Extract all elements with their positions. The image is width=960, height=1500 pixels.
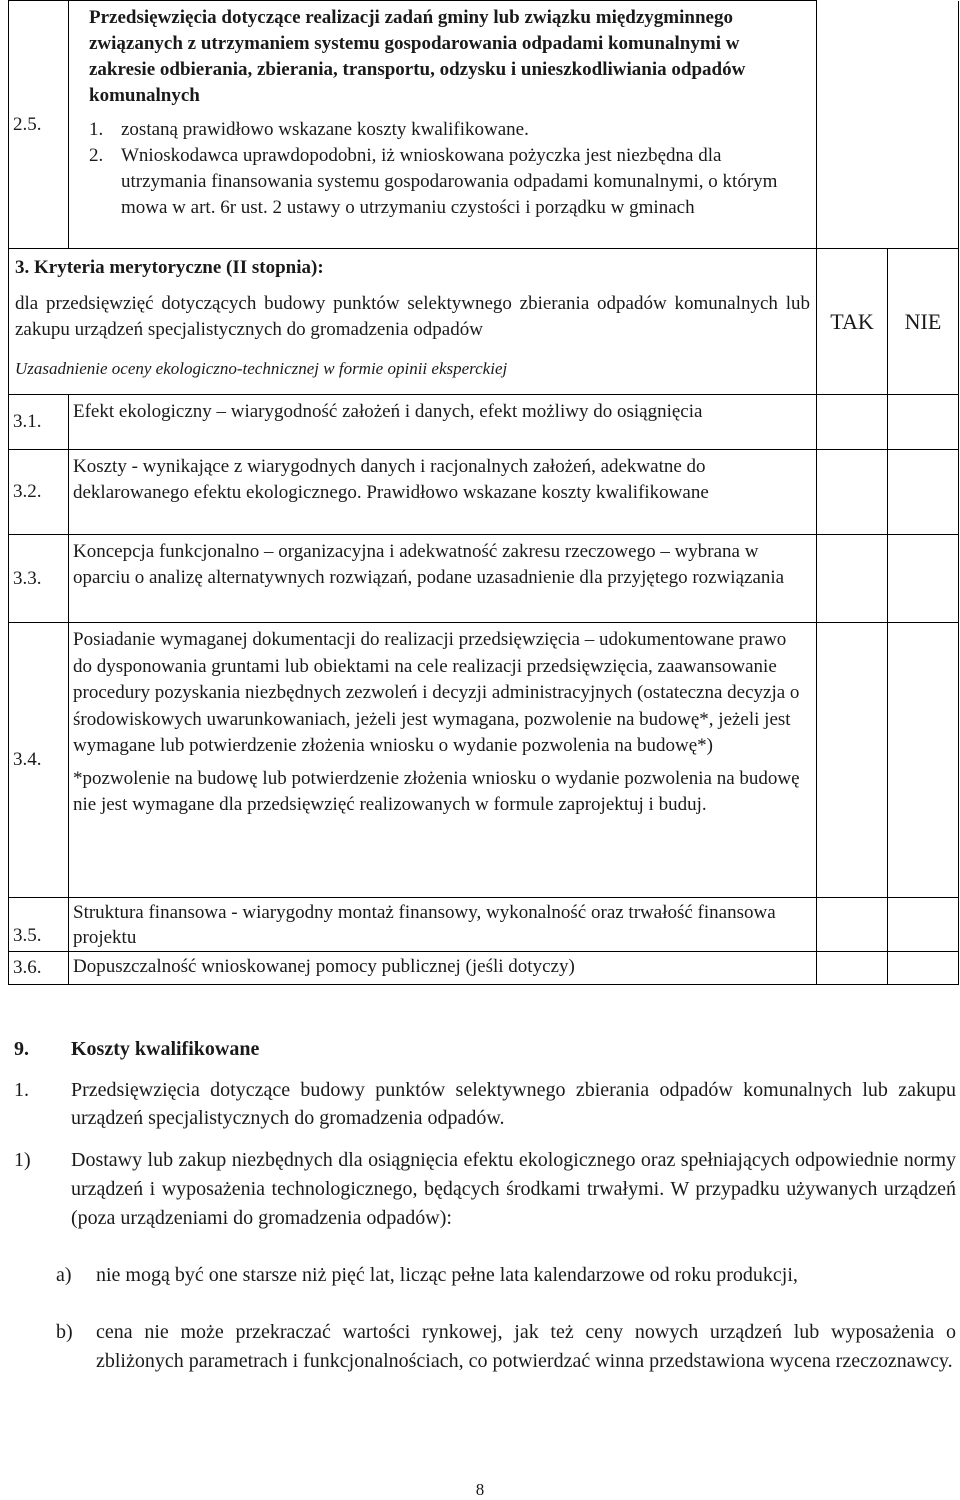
criteria-row-2-5 [9,1,959,249]
section-3-scope: dla przedsięwzięć dotyczących budowy punktów selektywnego zbierania odpadów komunalnych lub zakupu urządzeń specjalistycznych do gromadzenia odpadów [15,293,810,340]
section-9-paragraph-2: 1) Dostawy lub zakup niezbędnych dla osiągnięcia efektu ekologicznego oraz spełniających odpowiednie normy urządzeń i wyposażenia technologicznego, będących środkami trwałymi. W przypadku używanych urządzeń (poza urządzeniami do gromadzenia odpadów): [14,1149,956,1229]
section-9-paragraph-1: 1. Przedsięwzięcia dotyczące budowy punktów selektywnego zbierania odpadów komunalnych lub zakupu urządzeń specjalistycznych do gromadzenia odpadów. [14,1079,956,1129]
section-3-header [9,249,959,395]
row-25-item-1: 1. zostaną prawidłowo wskazane koszty kwalifikowane. [89,119,529,140]
row-text: Posiadanie wymaganej dokumentacji do realizacji przedsięwzięcia – udokumentowane prawo do dysponowania gruntami lub obiektami na cele realizacji przedsięwzięcia, zaawansowanie procedury pozyskania niezbędnych zezwoleń i decyzji administracyjnych (ostateczna decyzja o środowiskowych uwarunkowaniach, jeżeli jest wymagana, pozwolenie na budowę*, jeżeli jest wymagane lub potwierdzenie złożenia wniosku o wydanie pozwolenia na budowę*) [73,629,800,756]
row-note: *pozwolenie na budowę lub potwierdzenie złożenia wniosku o wydanie pozwolenia na budowę nie jest wymagane dla przedsięwzięć realizowanych w formule zaprojektuj i buduj. [73,767,800,815]
section-3-title: 3. Kryteria merytoryczne (II stopnia): [15,257,324,278]
row-number: 3.2. [9,450,69,535]
criteria-row-3-4 [9,623,959,898]
row-title: Przedsięwzięcia dotyczące realizacji zadań gminy lub związku międzygminnego związanych z utrzymaniem systemu gospodarowania odpadami komunalnymi w zakresie odbierania, zbierania, transportu, odzysku i unieszkodliwiania odpadów komunalnych [89,7,746,106]
section-9-sub-a: a) nie mogą być one starsze niż pięć lat, licząc pełne lata kalendarzowe od roku produkcji, [56,1264,798,1286]
row-number: 3.4. [9,623,69,898]
row-25-item-2: 2. Wnioskodawca uprawdopodobni, iż wnioskowana pożyczka jest niezbędna dla utrzymania finansowania systemu gospodarowania odpadami komunalnymi, o którym mowa w art. 6r ust. 2 ustawy o utrzymaniu czystości i porządku w gminach [89,145,778,218]
row-text: Koszty - wynikające z wiarygodnych danych i racjonalnych założeń, adekwatne do deklarowanego efektu ekologicznego. Prawidłowo wskazane koszty kwalifikowane [69,450,817,535]
criteria-row-3-3 [9,535,959,623]
row-number: 2.5. [9,1,69,249]
row-number: 3.1. [9,395,69,450]
section-9-sub-b: b) cena nie może przekraczać wartości rynkowej, jak też ceny nowych urządzeń lub wyposażenia o zbliżonych parametrach i funkcjonalnościach, co potwierdzać winna przedstawiona wycena rzeczoznawcy. [56,1321,956,1372]
page-number: 8 [475,1480,485,1499]
col-no-header: NIE [888,249,959,395]
row-number: 3.3. [9,535,69,623]
section-9-heading: 9. Koszty kwalifikowane [14,1038,260,1060]
row-text: Struktura finansowa - wiarygodny montaż finansowy, wykonalność oraz trwałość finansowa projektu [69,898,817,952]
section-3-justification: Uzasadnienie oceny ekologiczno-technicznej w formie opinii eksperckiej [15,359,508,378]
row-number: 3.6. [9,952,69,985]
criteria-row-3-1 [9,395,959,450]
criteria-table [8,0,959,985]
row-number: 3.5. [9,898,69,952]
criteria-row-3-2 [9,450,959,535]
row-text: Dopuszczalność wnioskowanej pomocy publicznej (jeśli dotyczy) [69,952,817,985]
row-text: Koncepcja funkcjonalno – organizacyjna i adekwatność zakresu rzeczowego – wybrana w oparciu o analizę alternatywnych rozwiązań, podane uzasadnienie dla przyjętego rozwiązania [69,535,817,623]
criteria-row-3-5 [9,898,959,952]
criteria-row-3-6 [9,952,959,985]
col-yes-header: TAK [817,249,888,395]
row-text: Efekt ekologiczny – wiarygodność założeń i danych, efekt możliwy do osiągnięcia [69,395,817,450]
